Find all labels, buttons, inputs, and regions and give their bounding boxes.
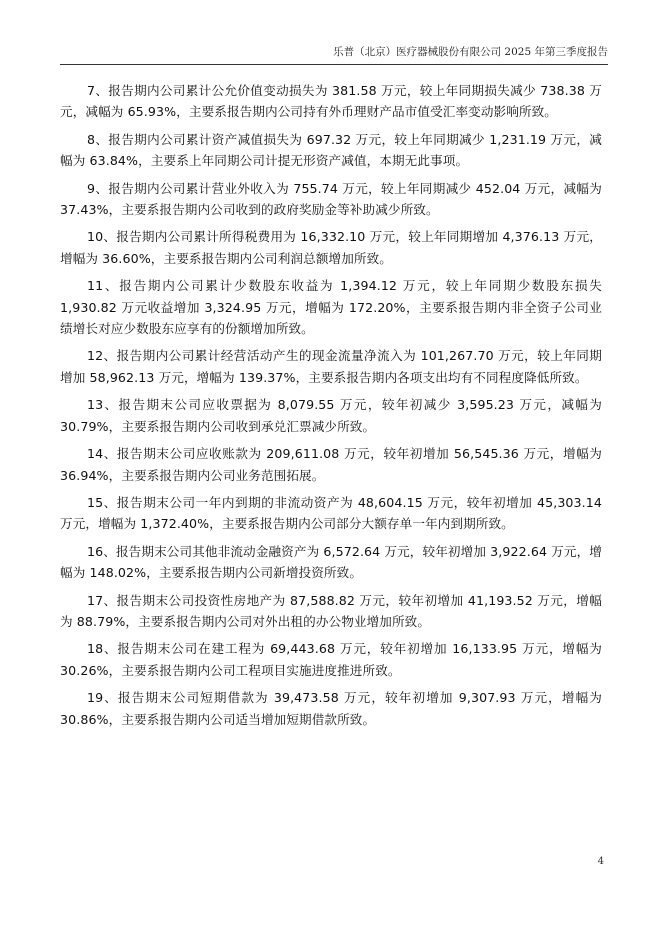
paragraph-10: 10、报告期内公司累计所得税费用为 16,332.10 万元，较上年同期增加 4,376.13 万元，增幅为 36.60%，主要系报告期内公司利润总额增加所致。 [60, 229, 602, 266]
paragraph-18: 18、报告期末公司在建工程为 69,443.68 万元，较年初增加 16,133.95 万元，增幅为 30.26%，主要系报告期内公司工程项目实施进度推进所致。 [60, 641, 602, 678]
page-header [60, 44, 608, 65]
paragraph-15: 15、报告期末公司一年内到期的非流动资产为 48,604.15 万元，较年初增加 45,303.14 万元，增幅为 1,372.40%，主要系报告期内公司部分大额存单一年内到期所致。 [60, 494, 602, 532]
paragraph-12: 12、报告期内公司累计经营活动产生的现金流量净流入为 101,267.70 万元，较上年同期增加 58,962.13 万元，增幅为 139.37%，主要系报告期内各项支出均有不同程度降低所致。 [60, 348, 602, 385]
paragraph-13: 13、报告期末公司应收票据为 8,079.55 万元，较年初减少 3,595.23 万元，减幅为 30.79%，主要系报告期内公司收到承兑汇票减少所致。 [60, 397, 602, 434]
paragraph-19: 19、报告期末公司短期借款为 39,473.58 万元，较年初增加 9,307.93 万元，增幅为 30.86%，主要系报告期内公司适当增加短期借款所致。 [60, 690, 602, 727]
header-title: 乐普（北京）医疗器械股份有限公司 2025 年第三季度报告 [333, 46, 608, 58]
paragraph-9: 9、报告期内公司累计营业外收入为 755.74 万元，较上年同期减少 452.04 万元，减幅为 37.43%，主要系报告期内公司收到的政府奖励金等补助减少所致。 [60, 180, 602, 218]
page-number: 4 [597, 856, 604, 867]
paragraph-8: 8、报告期内公司累计资产减值损失为 697.32 万元，较上年同期减少 1,231.19 万元，减幅为 63.84%，主要系上年同期公司计提无形资产减值，本期无此事项。 [60, 131, 602, 169]
document-body [60, 80, 602, 736]
paragraph-14: 14、报告期末公司应收账款为 209,611.08 万元，较年初增加 56,545.36 万元，增幅为 36.94%，主要系报告期内公司业务范围拓展。 [60, 446, 602, 483]
paragraph-17: 17、报告期末公司投资性房地产为 87,588.82 万元，较年初增加 41,193.52 万元，增幅为 88.79%，主要系报告期内公司对外出租的办公物业增加所致。 [60, 592, 602, 629]
paragraph-16: 16、报告期末公司其他非流动金融资产为 6,572.64 万元，较年初增加 3,922.64 万元，增幅为 148.02%，主要系报告期内公司新增投资所致。 [60, 543, 602, 581]
paragraph-7: 7、报告期内公司累计公允价值变动损失为 381.58 万元，较上年同期损失减少 738.38 万元，减幅为 65.93%，主要系报告期内公司持有外币理财产品市值受汇率变动影响所致。 [60, 83, 602, 120]
paragraph-11: 11、报告期内公司累计少数股东收益为 1,394.12 万元，较上年同期少数股东损失 1,930.82 万元收益增加 3,324.95 万元，增幅为 172.20%，主要系报告期内非全资子公司业绩增长对应少数股东应享有的份额增加所致。 [60, 278, 602, 337]
